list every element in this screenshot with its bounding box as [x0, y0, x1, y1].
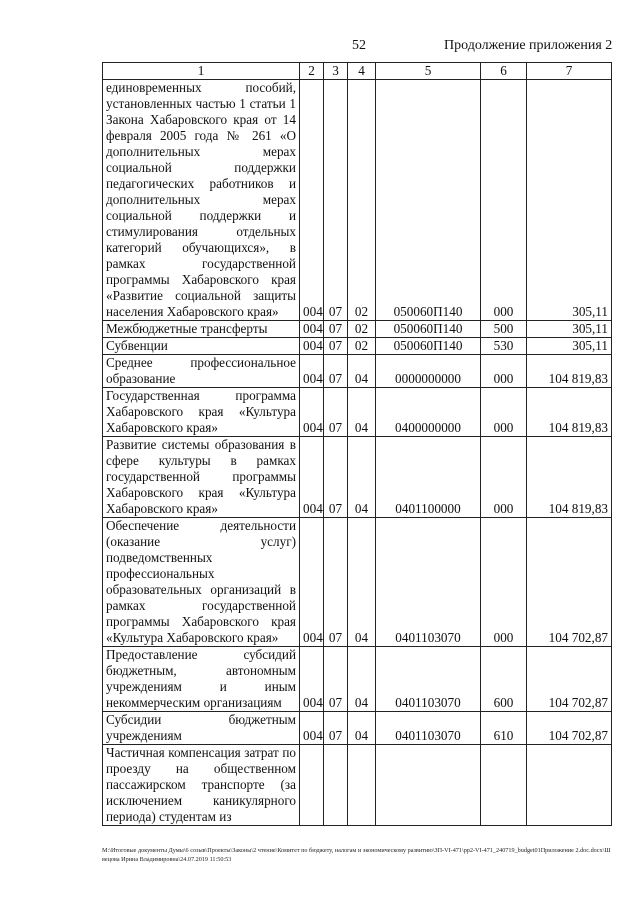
row-sum: 104 702,87	[527, 518, 612, 647]
table-row	[103, 712, 612, 745]
row-gr: 004	[300, 712, 324, 745]
row-csr: 0401100000	[376, 437, 481, 518]
row-rz: 07	[324, 437, 348, 518]
row-sum: 104 819,83	[527, 437, 612, 518]
table-row	[103, 355, 612, 388]
row-rz: 07	[324, 338, 348, 355]
column-header: 7	[527, 63, 612, 80]
row-rz: 07	[324, 321, 348, 338]
row-name: Предоставление субсидий бюджетным, автономным учреждениям и иным некоммерческим организациям	[103, 647, 300, 712]
row-gr: 004	[300, 338, 324, 355]
row-vr: 600	[481, 647, 527, 712]
row-pr: 04	[348, 355, 376, 388]
row-gr: 004	[300, 518, 324, 647]
row-sum: 104 702,87	[527, 647, 612, 712]
row-name: Обеспечение деятельности (оказание услуг) подведомственных профессиональных образовательных организаций в рамках государственной программы Хабаровского края «Культура Хабаровского края»	[103, 518, 300, 647]
table-row	[103, 321, 612, 338]
row-gr: 004	[300, 80, 324, 321]
row-name: Межбюджетные трансферты	[103, 321, 300, 338]
row-rz: 07	[324, 712, 348, 745]
row-rz: 07	[324, 388, 348, 437]
row-csr: 050060П140	[376, 321, 481, 338]
row-gr: 004	[300, 355, 324, 388]
column-header: 4	[348, 63, 376, 80]
table-header-row	[103, 63, 612, 80]
row-sum: 104 819,83	[527, 388, 612, 437]
row-name: Государственная программа Хабаровского края «Культура Хабаровского края»	[103, 388, 300, 437]
row-name: Развитие системы образования в сфере культуры в рамках государственной программы Хабаровского края «Культура Хабаровского края»	[103, 437, 300, 518]
column-header: 3	[324, 63, 348, 80]
row-sum: 305,11	[527, 338, 612, 355]
row-vr: 530	[481, 338, 527, 355]
row-rz: 07	[324, 647, 348, 712]
row-vr: 500	[481, 321, 527, 338]
column-header: 6	[481, 63, 527, 80]
table-row	[103, 518, 612, 647]
row-sum: 305,11	[527, 80, 612, 321]
row-name: Частичная компенсация затрат по проезду на общественном пассажирском транспорте (за исключением каникулярного периода) студентам из	[103, 745, 300, 826]
row-csr: 0401103070	[376, 518, 481, 647]
row-rz	[324, 745, 348, 826]
row-gr: 004	[300, 437, 324, 518]
row-pr: 04	[348, 712, 376, 745]
row-name: Субвенции	[103, 338, 300, 355]
row-csr: 050060П140	[376, 80, 481, 321]
table-row	[103, 437, 612, 518]
table-row	[103, 388, 612, 437]
row-pr: 04	[348, 518, 376, 647]
row-sum: 305,11	[527, 321, 612, 338]
row-csr: 0000000000	[376, 355, 481, 388]
row-gr: 004	[300, 321, 324, 338]
row-gr	[300, 745, 324, 826]
row-csr	[376, 745, 481, 826]
row-vr	[481, 745, 527, 826]
file-path-footer: M:\Итоговые документы Думы\6 созыв\Проекты\Законы\2 чтение\Комитет по бюджету, налогам и экономическому развитию\ЗП-VI-471\pp2-VI-471_240719_budget01Приложение 2.doc.docx\Швецова Ирина Владимировна\24.07.2019 11:50:53	[102, 847, 611, 863]
column-header: 2	[300, 63, 324, 80]
row-vr: 000	[481, 437, 527, 518]
row-vr: 000	[481, 80, 527, 321]
page-number: 52	[352, 38, 366, 53]
row-pr	[348, 745, 376, 826]
row-name: единовременных пособий, установленных частью 1 статьи 1 Закона Хабаровского края от 14 февраля 2005 года № 261 «О дополнительных мерах социальной поддержки педагогических работников и дополнительных мерах социальной поддержки и стимулирования отдельных категорий обучающихся», в рамках государственной программы Хабаровского края «Развитие социальной защиты населения Хабаровского края»	[103, 80, 300, 321]
row-rz: 07	[324, 518, 348, 647]
row-csr: 0401103070	[376, 712, 481, 745]
row-csr: 050060П140	[376, 338, 481, 355]
row-csr: 0401103070	[376, 647, 481, 712]
row-pr: 02	[348, 321, 376, 338]
table-row	[103, 80, 612, 321]
row-pr: 02	[348, 338, 376, 355]
row-name: Субсидии бюджетным учреждениям	[103, 712, 300, 745]
row-name: Среднее профессиональное образование	[103, 355, 300, 388]
row-pr: 04	[348, 388, 376, 437]
row-gr: 004	[300, 647, 324, 712]
row-pr: 04	[348, 647, 376, 712]
table-row	[103, 647, 612, 712]
row-sum: 104 819,83	[527, 355, 612, 388]
row-pr: 04	[348, 437, 376, 518]
row-rz: 07	[324, 355, 348, 388]
row-rz: 07	[324, 80, 348, 321]
budget-table	[102, 62, 612, 826]
row-sum: 104 702,87	[527, 712, 612, 745]
row-gr: 004	[300, 388, 324, 437]
row-vr: 000	[481, 518, 527, 647]
row-vr: 610	[481, 712, 527, 745]
table-row	[103, 338, 612, 355]
table-row	[103, 745, 612, 826]
row-vr: 000	[481, 355, 527, 388]
row-sum	[527, 745, 612, 826]
column-header: 5	[376, 63, 481, 80]
row-vr: 000	[481, 388, 527, 437]
appendix-continuation-label: Продолжение приложения 2	[444, 38, 613, 53]
row-pr: 02	[348, 80, 376, 321]
column-header: 1	[103, 63, 300, 80]
row-csr: 0400000000	[376, 388, 481, 437]
